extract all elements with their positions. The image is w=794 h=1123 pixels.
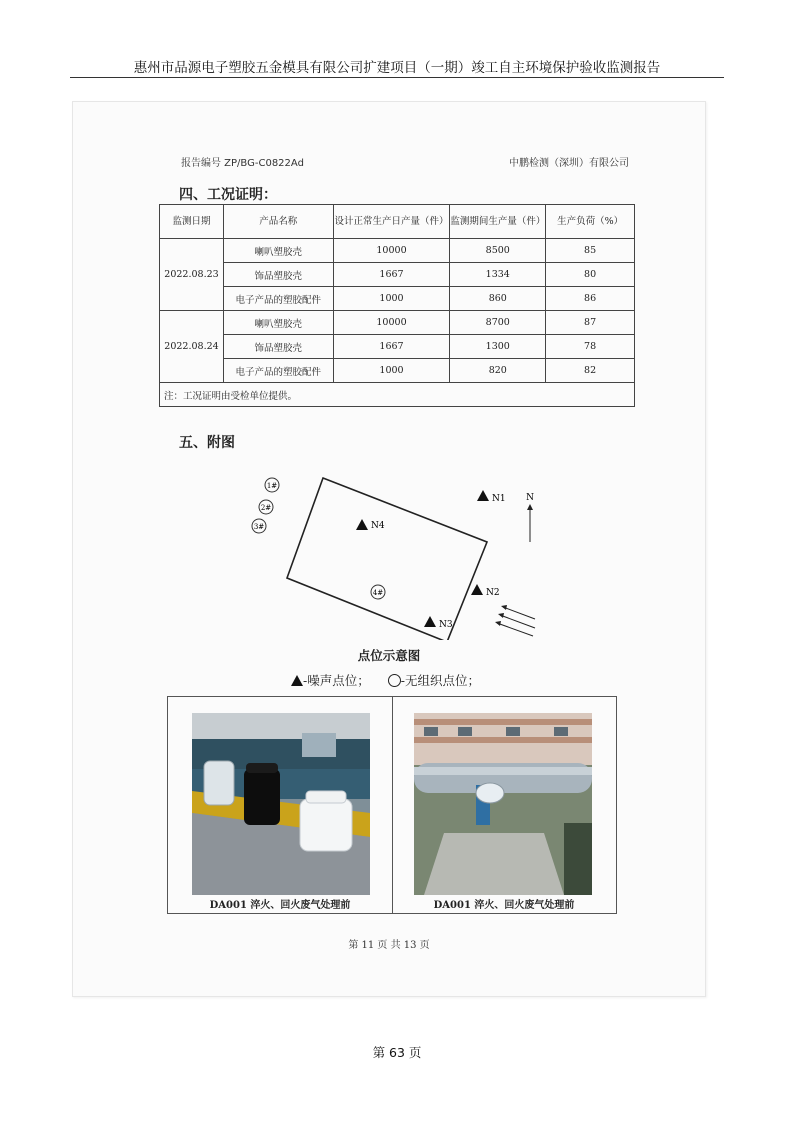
table-row <box>160 287 635 311</box>
section-4-title: 四、工况证明： <box>179 187 277 203</box>
fugitive-point-label: 4# <box>372 589 384 597</box>
noise-point-legend-icon <box>291 675 303 686</box>
fugitive-point-label: 1# <box>266 482 278 490</box>
photo-panel <box>167 696 617 914</box>
table-row <box>160 359 635 383</box>
noise-point-marker <box>471 584 483 595</box>
product-cell: 喇叭塑胶壳 <box>223 311 333 335</box>
site-boundary <box>287 478 487 640</box>
page-number: 第 63 页 <box>372 1045 422 1060</box>
production-table <box>159 204 635 407</box>
design-cell: 1000 <box>333 359 450 383</box>
page-header: 惠州市品源电子塑胶五金模具有限公司扩建项目（一期）竣工自主环境保护验收监测报告 <box>133 60 661 76</box>
actual-cell: 8700 <box>450 311 546 335</box>
load-cell: 85 <box>546 239 635 263</box>
wind-arrow <box>503 607 535 619</box>
col-header-actual: 监测期间生产量（件） <box>450 205 546 239</box>
north-arrow-head <box>527 504 533 510</box>
table-row <box>160 311 635 335</box>
noise-point-marker <box>356 519 368 530</box>
photo-caption-2: DA001 淬火、回火废气处理前 <box>433 900 575 911</box>
actual-cell: 1334 <box>450 263 546 287</box>
photo-divider <box>392 697 393 913</box>
noise-point-label: N2 <box>486 588 500 598</box>
photo-exhaust-duct <box>414 713 592 895</box>
noise-point-label: N1 <box>492 494 506 504</box>
actual-cell: 8500 <box>450 239 546 263</box>
company-name: 中鹏检测（深圳）有限公司 <box>509 158 629 169</box>
fugitive-point-legend-icon <box>388 674 401 687</box>
legend-fugitive-label: -无组织点位； <box>400 673 480 688</box>
scanned-report-page <box>72 101 706 997</box>
table-row <box>160 239 635 263</box>
map-caption: 点位示意图 <box>357 648 421 663</box>
photo-treatment-tank <box>192 713 370 895</box>
map-right-elements <box>463 484 553 644</box>
noise-point-marker <box>424 616 436 627</box>
product-cell: 饰品塑胶壳 <box>223 335 333 359</box>
north-label: N <box>526 493 534 503</box>
table-header-row <box>160 205 635 239</box>
design-cell: 1667 <box>333 335 450 359</box>
photo-caption-1: DA001 淬火、回火废气处理前 <box>209 900 351 911</box>
col-header-load: 生产负荷（%） <box>546 205 635 239</box>
legend-noise-label: -噪声点位； <box>303 673 370 688</box>
load-cell: 82 <box>546 359 635 383</box>
col-header-product: 产品名称 <box>223 205 333 239</box>
table-row <box>160 335 635 359</box>
scan-page-footer: 第 11 页 共 13 页 <box>348 940 430 951</box>
fugitive-point-label: 2# <box>260 504 272 512</box>
section-5-title: 五、附图 <box>179 435 235 451</box>
actual-cell: 820 <box>450 359 546 383</box>
date-cell: 2022.08.24 <box>160 311 224 383</box>
product-cell: 饰品塑胶壳 <box>223 263 333 287</box>
fugitive-point-label: 3# <box>253 523 265 531</box>
table-note: 注：工况证明由受检单位提供。 <box>160 383 635 407</box>
actual-cell: 860 <box>450 287 546 311</box>
actual-cell: 1300 <box>450 335 546 359</box>
load-cell: 87 <box>546 311 635 335</box>
table-row <box>160 263 635 287</box>
noise-point-label: N4 <box>371 521 385 531</box>
header-rule <box>70 77 724 78</box>
load-cell: 80 <box>546 263 635 287</box>
table-note-row <box>160 383 635 407</box>
design-cell: 1667 <box>333 263 450 287</box>
product-cell: 电子产品的塑胶配件 <box>223 287 333 311</box>
product-cell: 电子产品的塑胶配件 <box>223 359 333 383</box>
noise-point-label: N3 <box>439 620 453 630</box>
design-cell: 1000 <box>333 287 450 311</box>
col-header-design: 设计正常生产日产量（件） <box>333 205 450 239</box>
product-cell: 喇叭塑胶壳 <box>223 239 333 263</box>
design-cell: 10000 <box>333 239 450 263</box>
load-cell: 78 <box>546 335 635 359</box>
load-cell: 86 <box>546 287 635 311</box>
map-legend <box>291 671 480 689</box>
report-number: 报告编号 ZP/BG-C0822Ad <box>181 158 304 169</box>
date-cell: 2022.08.23 <box>160 239 224 311</box>
design-cell: 10000 <box>333 311 450 335</box>
col-header-date: 监测日期 <box>160 205 224 239</box>
